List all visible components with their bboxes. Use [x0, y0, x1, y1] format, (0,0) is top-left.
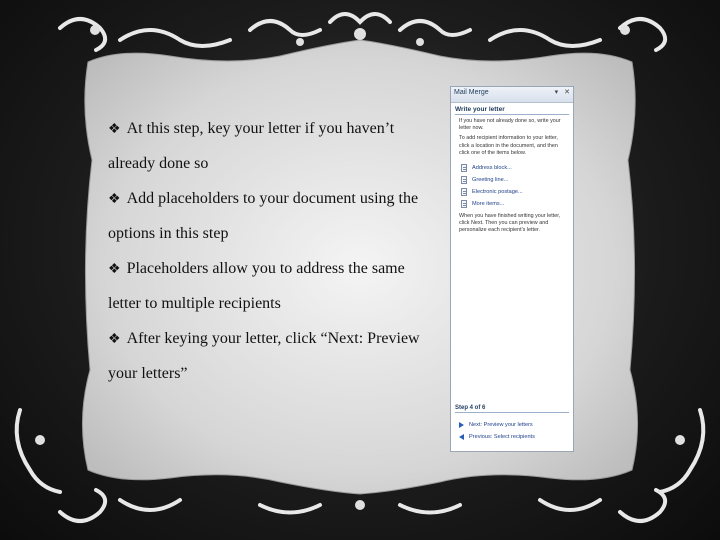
step-indicator: Step 4 of 6: [455, 405, 569, 413]
merge-field-list: [461, 162, 573, 210]
pane-heading: Write your letter: [455, 106, 569, 115]
item-label: Electronic postage...: [472, 189, 523, 196]
previous-select-recipients-link[interactable]: [459, 431, 535, 443]
pane-intro: If you have not already done so, write your letter now.: [459, 118, 561, 132]
more-items-link[interactable]: [461, 198, 573, 210]
mail-merge-pane: [450, 86, 574, 452]
electronic-postage-link[interactable]: [461, 186, 573, 198]
arrow-left-icon: [459, 434, 464, 440]
pane-finish-text: When you have finished writing your letter, click Next. Then you can preview and personalize each recipient's letter.: [459, 213, 561, 234]
bullet-text: Add placeholders to your document using the options in this step: [108, 190, 419, 242]
next-preview-letters-link[interactable]: [459, 419, 535, 431]
greeting-line-icon: [461, 176, 467, 184]
bullet-list: [108, 112, 428, 392]
bullet-text: After keying your letter, click “Next: Preview your letters”: [108, 330, 420, 382]
bullet-4: [108, 322, 428, 391]
address-block-link[interactable]: [461, 162, 573, 174]
diamond-bullet-icon: ❖: [108, 122, 121, 137]
diamond-bullet-icon: ❖: [108, 192, 121, 207]
bullet-text: Placeholders allow you to address the same letter to multiple recipients: [108, 260, 405, 312]
address-block-icon: [461, 164, 467, 172]
next-label: Next: Preview your letters: [469, 422, 533, 428]
bullet-2: [108, 182, 428, 251]
item-label: Address block...: [472, 165, 512, 172]
more-items-icon: [461, 200, 467, 208]
bullet-text: At this step, key your letter if you haven’t already done so: [108, 120, 395, 172]
pane-title: Mail Merge: [454, 89, 489, 96]
pane-titlebar: [451, 87, 573, 103]
diamond-bullet-icon: ❖: [108, 262, 121, 277]
chevron-down-icon[interactable]: ▾: [554, 89, 559, 96]
item-label: More items...: [472, 201, 505, 208]
pane-controls: [551, 88, 570, 96]
bullet-1: [108, 112, 428, 181]
wizard-nav: [459, 419, 535, 443]
previous-label: Previous: Select recipients: [469, 434, 535, 440]
greeting-line-link[interactable]: [461, 174, 573, 186]
pane-instructions: To add recipient information to your letter, click a location in the document, and then click one of the items below.: [459, 135, 558, 156]
diamond-bullet-icon: ❖: [108, 332, 121, 347]
close-icon[interactable]: ✕: [564, 89, 570, 96]
electronic-postage-icon: [461, 188, 467, 196]
item-label: Greeting line...: [472, 177, 509, 184]
arrow-right-icon: [459, 422, 464, 428]
bullet-3: [108, 252, 428, 321]
